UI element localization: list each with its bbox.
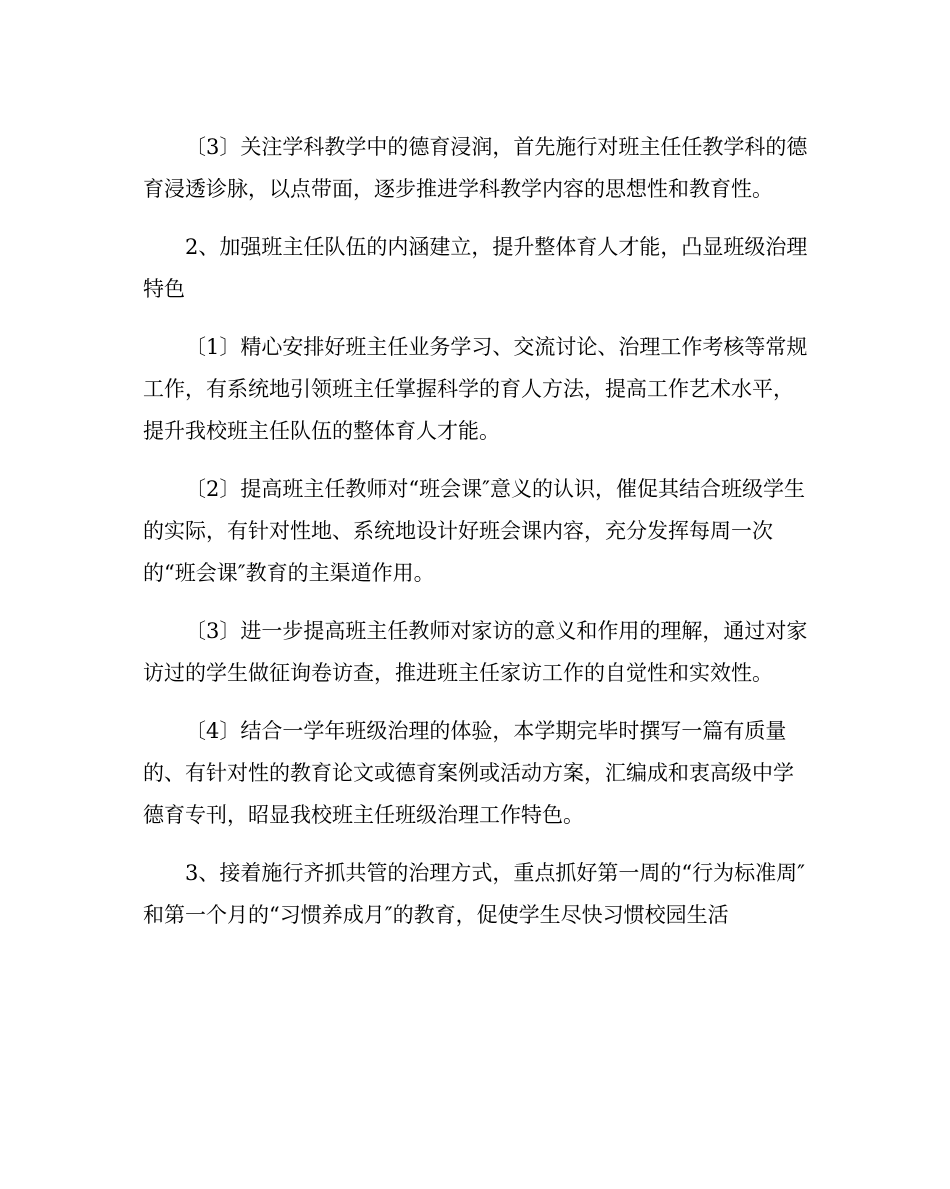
document-body bbox=[143, 126, 808, 952]
paragraph-education-papers: 〔4〕结合一学年班级治理的体验，本学期完毕时撰写一篇有质量的、有针对性的教育论文或德育案例或活动方案，汇编成和衷高级中学德育专刊，昭显我校班主任班级治理工作特色。 bbox=[143, 719, 794, 827]
paragraph-class-meeting: 〔2〕提高班主任教师对“班会课″意义的认识，催促其结合班级学生的实际，有针对性地、系统地设计好班会课内容，充分发挥每周一次的“班会课″教育的主渠道作用。 bbox=[143, 477, 805, 585]
paragraph-home-visits: 〔3〕进一步提高班主任教师对家访的意义和作用的理解，通过对家访过的学生做征询卷访查，推进班主任家访工作的自觉性和实效性。 bbox=[143, 619, 808, 685]
paragraph-joint-management: 3、接着施行齐抓共管的治理方式，重点抓好第一周的“行为标准周″和第一个月的“习惯养成月″的教育，促使学生尽快习惯校园生活 bbox=[143, 861, 805, 927]
paragraph-teacher-team-building: 2、加强班主任队伍的内涵建立，提升整体育人才能，凸显班级治理特色 bbox=[143, 235, 808, 301]
paragraph-moral-education-in-subjects: 〔3〕关注学科教学中的德育浸润，首先施行对班主任任教学科的德育浸透诊脉，以点带面，逐步推进学科教学内容的思想性和教育性。 bbox=[143, 135, 808, 201]
paragraph-routine-work: 〔1〕精心安排好班主任业务学习、交流讨论、治理工作考核等常规工作，有系统地引领班主任掌握科学的育人方法，提高工作艺术水平，提升我校班主任队伍的整体育人才能。 bbox=[143, 335, 808, 443]
